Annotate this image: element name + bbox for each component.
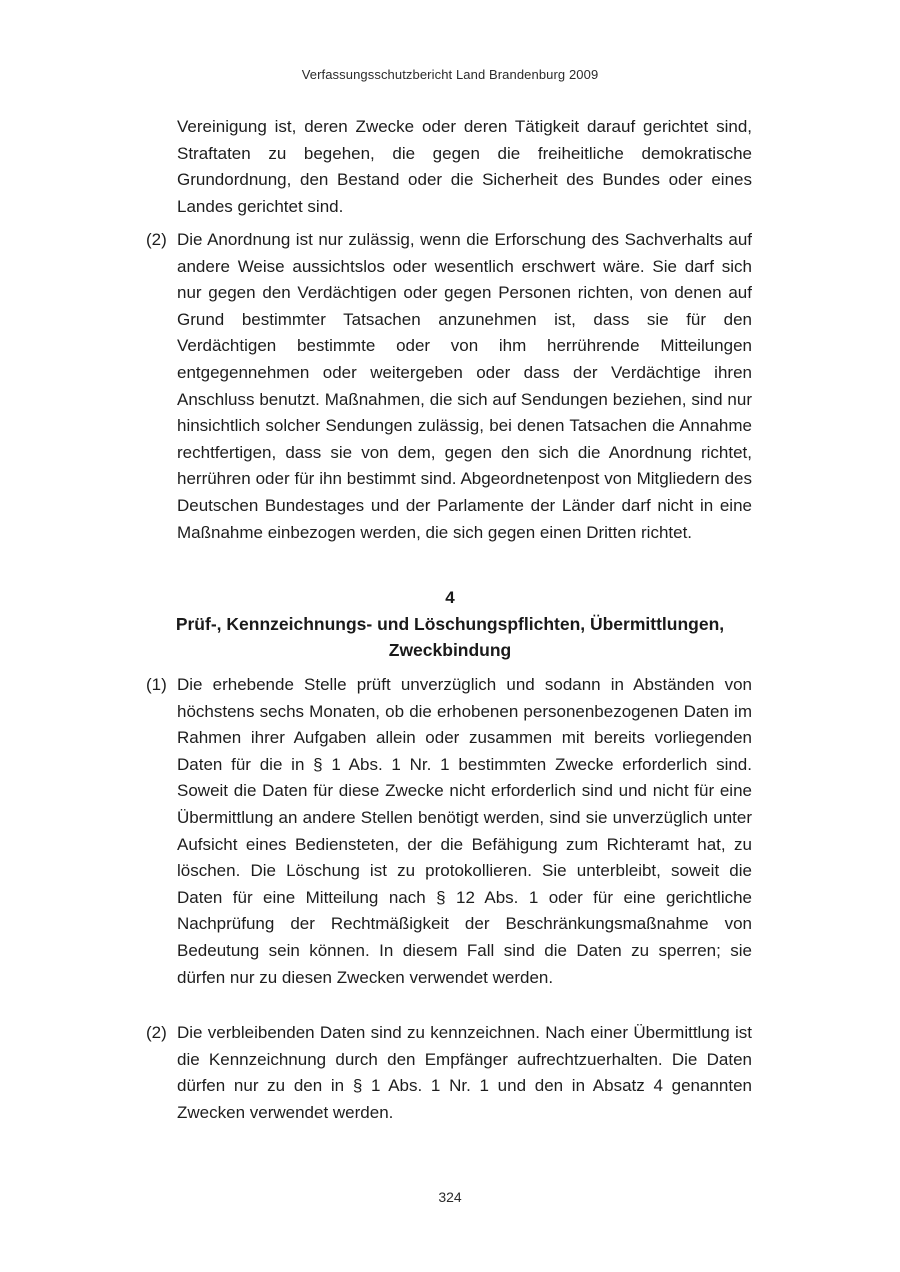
paragraph-1 [146, 672, 752, 991]
paragraph-2-previous [146, 227, 752, 546]
section-title [120, 611, 780, 663]
paragraph-number: (2) [146, 230, 167, 249]
continuation-paragraph: Vereinigung ist, deren Zwecke oder deren Tätigkeit darauf gerichtet sind, Straftaten zu begehen, die gegen die freiheitliche demokratische Grundordnung, den Bestand oder die Sicherheit des Bundes oder eines Landes gerichtet sind. [177, 117, 752, 216]
running-header: Verfassungsschutzbericht Land Brandenburg 2009 [301, 67, 599, 82]
paragraph-text: Die Anordnung ist nur zulässig, wenn die Erforschung des Sachverhalts auf andere Weise aussichtslos oder wesentlich erschwert wäre. Sie darf sich nur gegen den Verdächtigen oder gegen Personen richten, von denen auf Grund bestimmter Tatsachen anzunehmen ist, dass sie für den Verdächtigen bestimmte oder von ihm herrührende Mitteilungen entgegennehmen oder weitergeben oder dass der Verdächtige ihren Anschluss benutzt. Maßnahmen, die sich auf Sendungen beziehen, sind nur hinsichtlich solcher Sendungen zulässig, bei denen Tatsachen die Annahme rechtfertigen, dass sie von dem, gegen den sich die Anordnung richtet, herrühren oder für ihn bestimmt sind. Abgeordnetenpost von Mitgliedern des Deutschen Bundestages und der Parlamente der Länder darf nicht in eine Maßnahme einbezogen werden, die sich gegen einen Dritten richtet. [177, 230, 752, 542]
paragraph-text: Die erhebende Stelle prüft unverzüglich und sodann in Abständen von höchstens sechs Monaten, ob die erhobenen personenbezogenen Daten im Rahmen ihrer Aufgaben allein oder zusammen mit bereits vorliegenden Daten für die in § 1 Abs. 1 Nr. 1 bestimmten Zwecke erforderlich sind. Soweit die Daten für diese Zwecke nicht erforderlich sind und nicht für eine Übermittlung an andere Stellen benötigt werden, sind sie unverzüglich unter Aufsicht eines Bediensteten, der die Befähigung zum Richteramt hat, zu löschen. Die Löschung ist zu protokollieren. Sie unterbleibt, soweit die Daten für eine Mitteilung nach § 12 Abs. 1 oder für eine gerichtliche Nachprüfung der Rechtmäßigkeit der Beschränkungsmaßnahme von Bedeutung sein können. In diesem Fall sind die Daten zu sperren; sie dürfen nur zu diesen Zwecken verwendet werden. [177, 675, 752, 987]
paragraph-2 [146, 1020, 752, 1126]
section-number: 4 [445, 588, 455, 607]
section-title-line-1: Prüf-, Kennzeichnungs- und Löschungspflichten, Übermittlungen, [175, 614, 725, 634]
paragraph-number: (2) [146, 1023, 167, 1042]
page-number: 324 [438, 1189, 462, 1205]
section-title-line-2: Zweckbindung [388, 640, 512, 660]
paragraph-number: (1) [146, 675, 167, 694]
paragraph-text: Die verbleibenden Daten sind zu kennzeichnen. Nach einer Übermittlung ist die Kennzeichnung durch den Empfänger aufrechtzuerhalten. Die Daten dürfen nur zu den in § 1 Abs. 1 Nr. 1 und den in Absatz 4 genannten Zwecken verwendet werden. [177, 1023, 752, 1122]
